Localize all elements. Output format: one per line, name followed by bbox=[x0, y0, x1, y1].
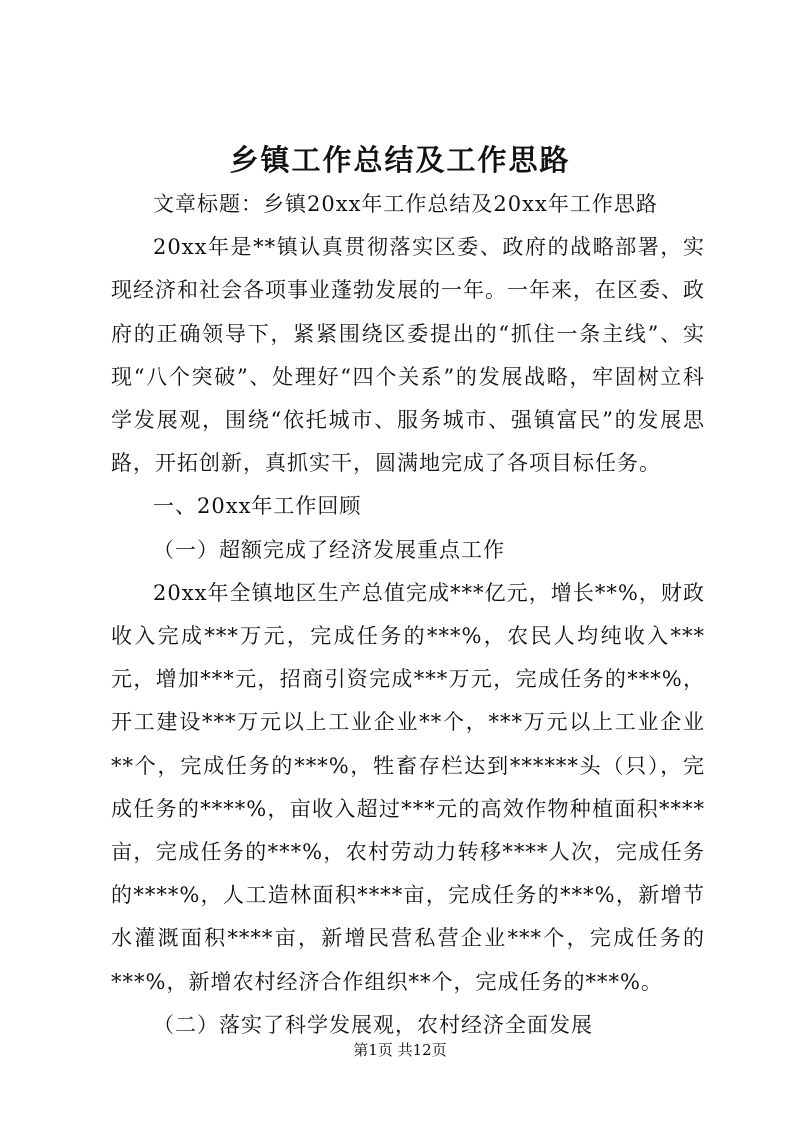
subsection-heading-1: （一）超额完成了经济发展重点工作 bbox=[153, 537, 505, 562]
intro-paragraph: 20xx年是**镇认真贯彻落实区委、政府的战略部署，实现经济和社会各项事业蓬勃发展的一年。一年来，在区委、政府的正确领导下，紧紧围绕区委提出的“抓住一条主线”、实现“八个突破”、处理好“四个关系”的发展战略，牢固树立科学发展观，围绕“依托城市、服务城市、强镇富民”的发展思路，开拓创新，真抓实干，圆满地完成了各项目标任务。 bbox=[111, 235, 705, 476]
subsection-heading-2: （二）落实了科学发展观，农村经济全面发展 bbox=[153, 1012, 593, 1037]
document-body bbox=[111, 183, 705, 1047]
article-title-line: 文章标题：乡镇20xx年工作总结及20xx年工作思路 bbox=[153, 192, 658, 216]
document-title: 乡镇工作总结及工作思路 bbox=[229, 143, 571, 177]
section-heading: 一、20xx年工作回顾 bbox=[153, 494, 362, 519]
page-footer: 第1页 共12页 bbox=[353, 1041, 447, 1059]
economic-results-paragraph: 20xx年全镇地区生产总值完成***亿元，增长**%，财政收入完成***万元，完成任务的***%，农民人均纯收入***元，增加***元，招商引资完成***万元，完成任务的***%，开工建设***万元以上工业企业**个，***万元以上工业企业**个，完成任务的***%，牲畜存栏达到******头（只），完成任务的****%，亩收入超过***元的高效作物种植面积****亩，完成任务的***%，农村劳动力转移****人次，完成任务的****%，人工造林面积****亩，完成任务的***%，新增节水灌溉面积****亩，新增民营私营企业***个，完成任务的***%，新增农村经济合作组织**个，完成任务的***%。 bbox=[111, 580, 705, 994]
